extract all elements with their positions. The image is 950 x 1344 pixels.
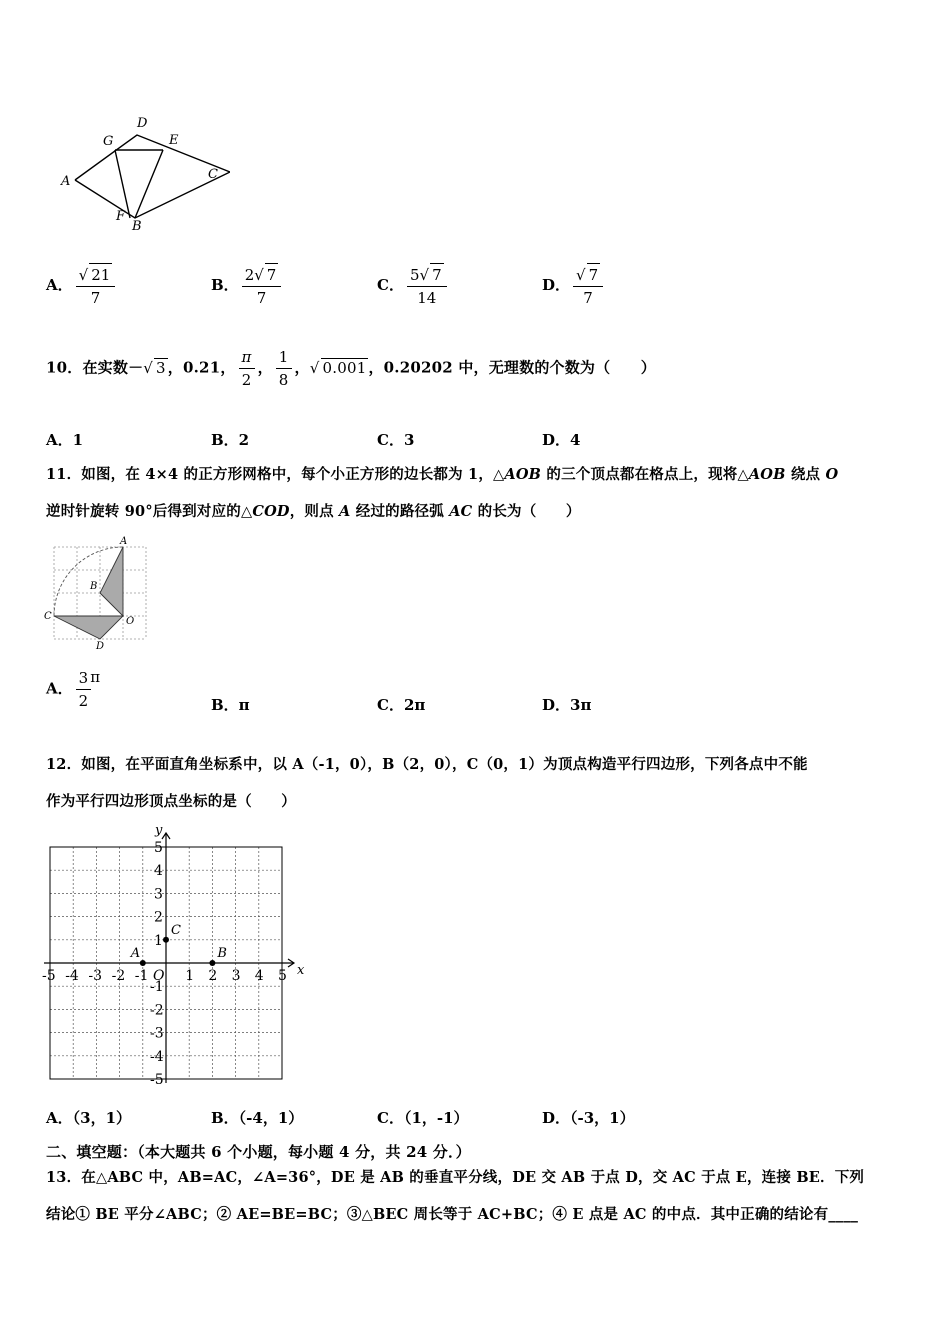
q11-label-a: A [120,536,128,547]
q9-option-b: B． $\frac{2√ 7}{7}$ [211,263,284,309]
q9-figure [55,110,230,235]
x-tick-label: 3 [231,968,241,984]
q12-y-axis-label: y [155,823,163,838]
q9-label-c: C [208,167,218,182]
x-tick-label: 1 [185,968,195,984]
y-tick-label: -3 [150,1025,164,1042]
q9-label-a: A [61,174,71,189]
q9-label-d: D [137,116,148,131]
y-tick-label: -1 [150,979,164,996]
point-c [163,937,169,943]
q11-label-d: D [96,641,105,652]
q12-option-d: D．（-3，1） [542,1109,635,1127]
x-tick-label: -4 [65,968,79,984]
q9-option-c: C． $\frac{5√ 7}{14}$ [377,263,450,309]
q13-stem-line1: 13．在△ABC 中，AB=AC，∠A=36°，DE 是 AB 的垂直平分线，DE 交 AB 于点 D，交 AC 于点 E，连接 BE．下列 [46,1169,865,1186]
y-tick-label: 3 [154,886,163,903]
point-label-b: B [217,946,227,961]
q12-stem-line2: 作为平行四边形顶点坐标的是（ ） [46,793,296,810]
q11-figure [40,535,155,653]
fraction: $\frac{2√ 7}{7}$ [242,263,282,309]
point-a [140,960,146,966]
y-tick-label: -4 [150,1048,164,1065]
y-tick-label: 2 [154,909,163,926]
x-tick-label: -2 [111,968,126,984]
section-title: 二、填空题：（本大题共 6 个小题，每小题 4 分，共 24 分．） [46,1143,471,1161]
x-tick-label: 2 [208,968,218,984]
q11-option-b: B．π [211,696,250,714]
point-label-c: C [171,922,181,938]
q11-option-d: D．3π [542,696,592,714]
q12-coordinate-figure [40,822,315,1092]
q10-option-c: C．3 [377,431,415,449]
point-b [209,960,215,966]
q9-label-b: B [132,219,142,234]
y-tick-label: -5 [150,1072,164,1088]
q12-option-b: B．（-4，1） [211,1109,304,1127]
q9-option-a: A． $\frac{√ 21}{7}$ [46,263,118,309]
q11-stem-line1: 11．如图，在 4×4 的正方形网格中，每个小正方形的边长都为 1，△AOB 的三个顶点都在格点上，现将△AOB 绕点 O [46,466,839,483]
q12-origin-label: O [153,968,165,984]
x-tick-label: -5 [42,968,56,984]
y-tick-label: -2 [150,1002,164,1019]
fraction: $\frac{5√ 7}{14}$ [407,263,447,309]
q10-stem: 10．在实数－√ 3 ，0.21， $\frac{\pi}{2}$ ， $\frac{1}{8}$ ，√ 0.001 ，0.20202 中，无理数的个数为（ ） [46,348,656,389]
q10-option-d: D．4 [542,431,581,449]
q12-option-c: C．（1，-1） [377,1109,469,1127]
q9-label-f: F [116,209,126,224]
x-tick-label: 5 [278,968,287,984]
x-tick-label: -3 [88,968,103,984]
y-tick-label: 4 [154,863,163,880]
q12-stem-line1: 12．如图，在平面直角坐标系中，以 A（-1，0），B（2，0），C（0，1）为顶点构造平行四边形，下列各点中不能 [46,756,808,773]
q11-option-c: C．2π [377,696,426,714]
q10-option-a: A．1 [46,431,84,449]
q11-option-a: A． $\frac{3}{2}$ π [46,667,101,710]
q9-label-e: E [169,133,179,148]
q11-label-c: C [44,611,52,622]
q12-x-axis-label: x [297,963,305,978]
q13-stem-line2: 结论① BE 平分∠ABC；② AE=BE=BC；③△BEC 周长等于 AC+BC；④ E 点是 AC 的中点．其中正确的结论有____ [46,1206,859,1223]
q9-label-g: G [103,134,114,149]
y-tick-label: 1 [154,932,163,949]
y-tick-label: 5 [154,840,163,856]
point-label-a: A [130,946,141,961]
q11-stem-line2: 逆时针旋转 90°后得到对应的△COD，则点 A 经过的路径弧 AC 的长为（ ） [46,503,581,520]
fraction: $\frac{√ 7}{7}$ [573,263,603,309]
q9-option-d: D． $\frac{√ 7}{7}$ [542,263,606,309]
q10-option-b: B．2 [211,431,250,449]
x-tick-label: -1 [134,968,149,984]
x-tick-label: 4 [254,968,264,984]
q11-label-o: O [126,616,135,627]
fraction: $\frac{√ 21}{7}$ [76,263,116,309]
q12-option-a: A．（3，1） [46,1109,132,1127]
q11-label-b: B [90,581,98,592]
